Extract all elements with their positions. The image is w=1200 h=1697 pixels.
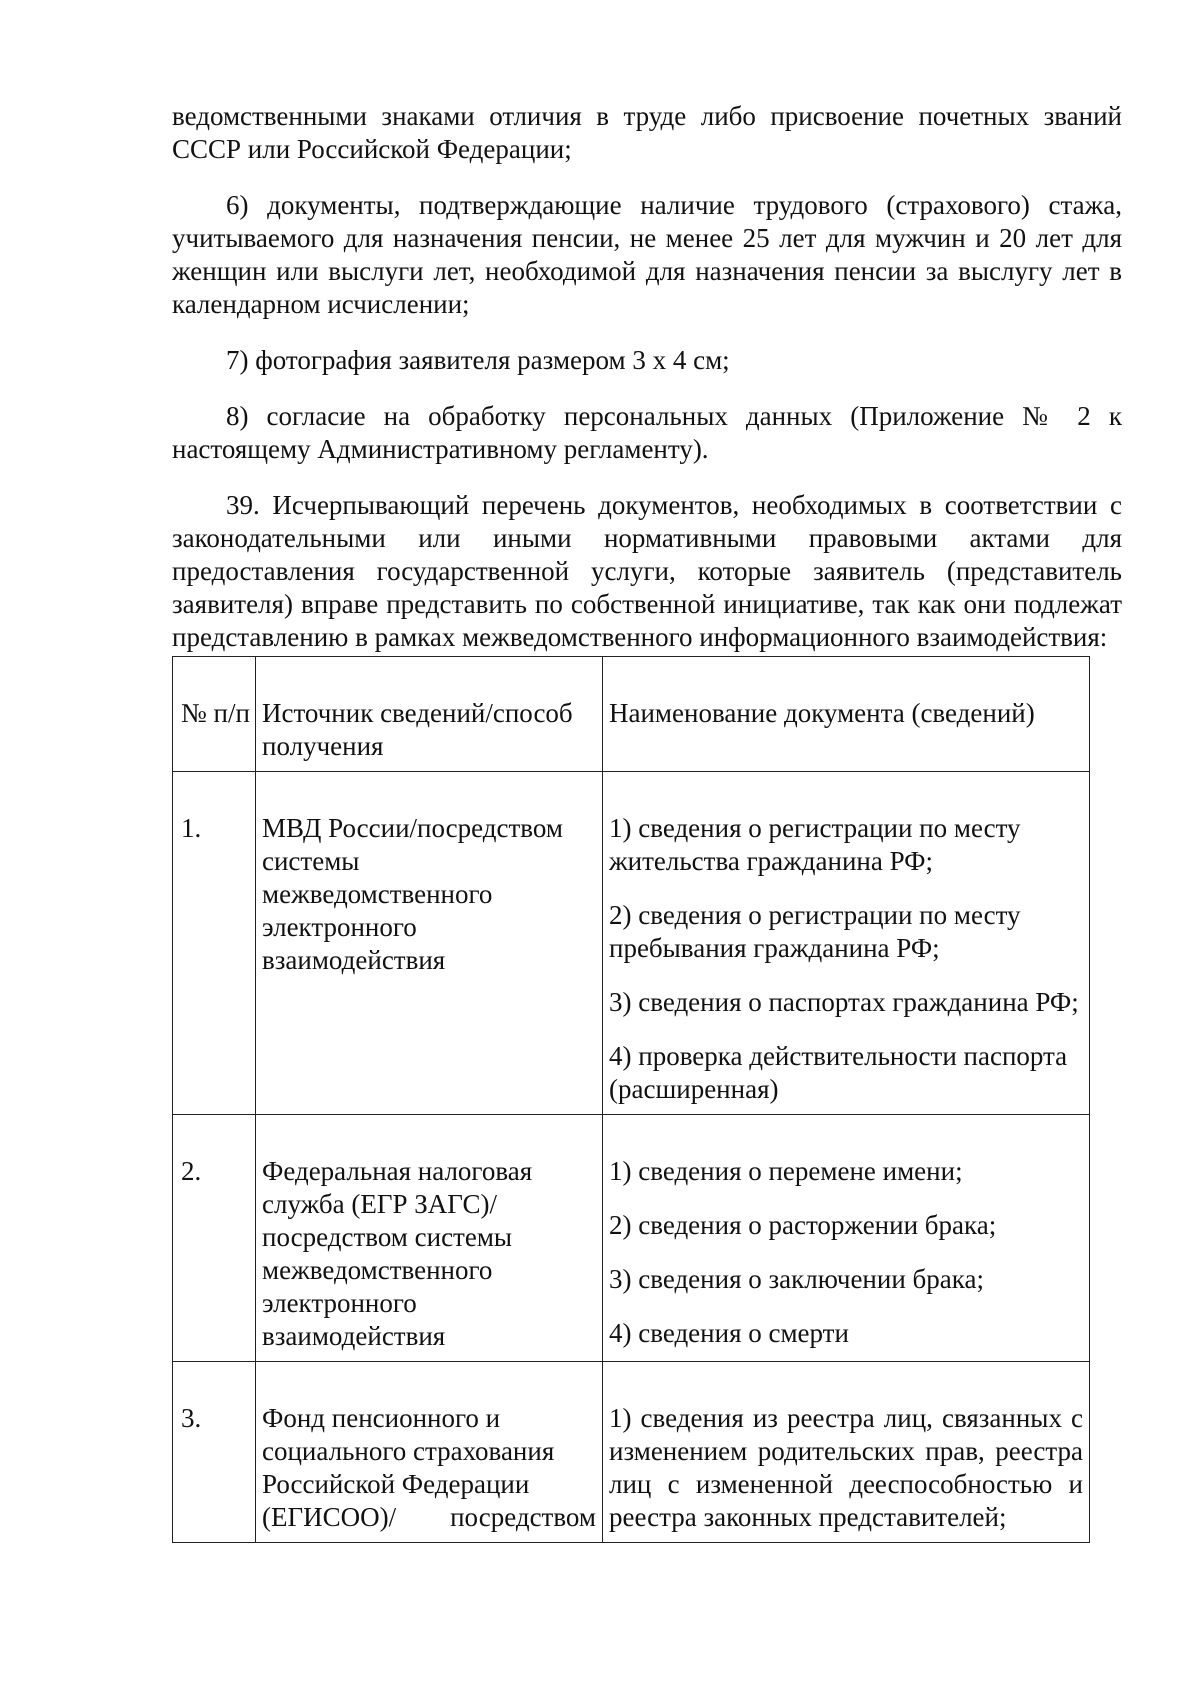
document-item: 1) сведения из реестра лиц, связанных с изменением родительских прав, реестра лиц с измененной дееспособностью и реестра законных представителей;: [609, 1403, 1083, 1532]
table-row: [173, 772, 1090, 1115]
row-source: Федеральная налоговая служба (ЕГР ЗАГС)/ посредством системы межведомственного электронного взаимодействия: [256, 1115, 603, 1362]
document-item: 4) проверка действительности паспорта (расширенная): [609, 1041, 1068, 1104]
row-source: Фонд пенсионного и социального страхования Российской Федерации (ЕГИСОО)/ посредством: [256, 1362, 603, 1543]
document-item: 1) сведения о регистрации по месту жительства гражданина РФ;: [609, 813, 1021, 876]
document-item: 3) сведения о заключении брака;: [609, 1264, 984, 1294]
document-item: 4) сведения о смерти: [609, 1318, 849, 1348]
header-source: Источник сведений/способ получения: [256, 657, 603, 772]
document-item: 3) сведения о паспортах гражданина РФ;: [609, 987, 1079, 1017]
paragraph-item-7: 7) фотография заявителя размером 3 х 4 см;: [226, 345, 730, 375]
row-num: 3.: [173, 1362, 256, 1543]
paragraph-section-39: 39. Исчерпывающий перечень документов, необходимых в соответствии с законодательными или иными нормативными правовыми актами для предоставления государственной услуги, которые заявитель (представитель заявителя) вправе представить по собственной инициативе, так как они подлежат представлению в рамках межведомственного информационного взаимодействия:: [172, 490, 1122, 652]
table-header-row: [173, 657, 1090, 772]
paragraph-continuation: ведомственными знаками отличия в труде либо присвоение почетных званий СССР или Российской Федерации;: [172, 101, 1122, 164]
header-num: № п/п: [173, 657, 256, 772]
row-num: 2.: [173, 1115, 256, 1362]
row-documents: [603, 772, 1090, 1115]
table-row: [173, 1115, 1090, 1362]
document-item: 2) сведения о расторжении брака;: [609, 1210, 997, 1240]
row-documents: [603, 1115, 1090, 1362]
document-item: 2) сведения о регистрации по месту пребывания гражданина РФ;: [609, 900, 1021, 963]
row-num: 1.: [173, 772, 256, 1115]
header-document: Наименование документа (сведений): [603, 657, 1090, 772]
document-page: [172, 100, 1122, 1543]
documents-table: [172, 656, 1090, 1543]
document-item: 1) сведения о перемене имени;: [609, 1156, 963, 1186]
row-documents: [603, 1362, 1090, 1543]
row-source: МВД России/посредством системы межведомственного электронного взаимодействия: [256, 772, 603, 1115]
paragraph-item-6: 6) документы, подтверждающие наличие трудового (страхового) стажа, учитываемого для назначения пенсии, не менее 25 лет для мужчин и 20 лет для женщин или выслуги лет, необходимой для назначения пенсии за выслугу лет в календарном исчислении;: [172, 190, 1122, 319]
table-row: [173, 1362, 1090, 1543]
paragraph-item-8: 8) согласие на обработку персональных данных (Приложение № 2 к настоящему Административному регламенту).: [172, 401, 1122, 464]
